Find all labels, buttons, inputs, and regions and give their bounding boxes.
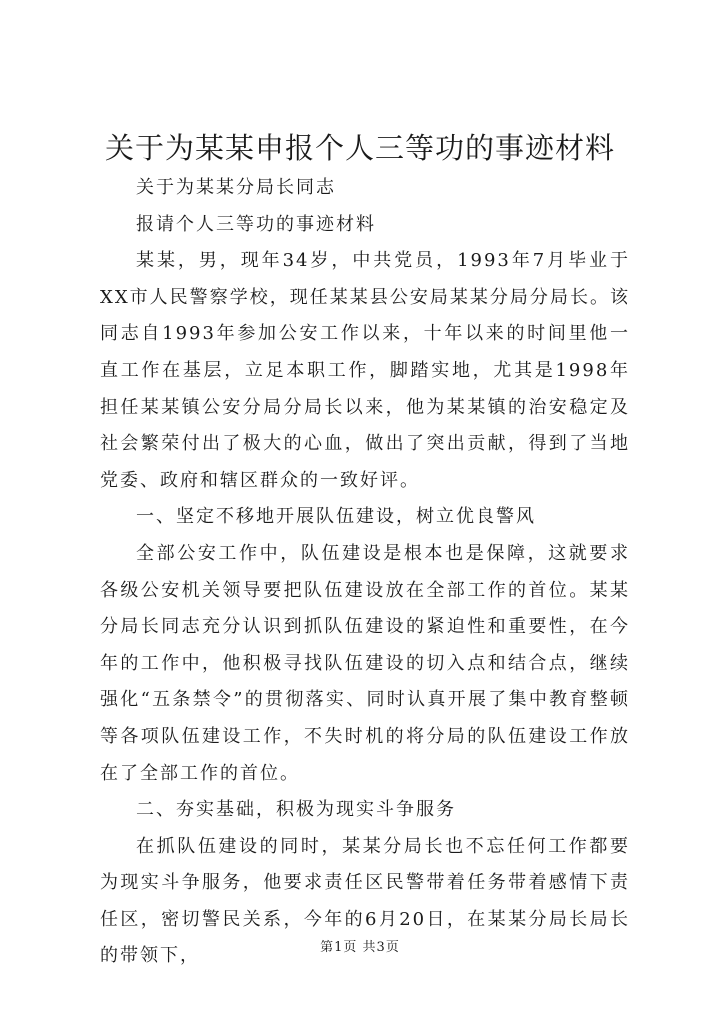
- intro-paragraph: 某某，男，现年34岁，中共党员，1993年7月毕业于XX市人民警察学校，现任某某县公安局某某分局分局长。该同志自1993年参加公安工作以来，十年以来的时间里他一直工作在基层，立足本职工作，脚踏实地，尤其是1998年担任某某镇公安分局分局长以来，他为某某镇的治安稳定及社会繁荣付出了极大的心血，做出了突出贡献，得到了当地党委、政府和辖区群众的一致好评。: [100, 250, 630, 491]
- section-2-paragraph: 在抓队伍建设的同时，某某分局长也不忘任何工作都要为现实斗争服务，他要求责任区民警带着任务带着感情下责任区，密切警民关系，今年的6月20日，在某某分局长局长的带领下，: [100, 835, 630, 967]
- document-title: 关于为某某申报个人三等功的事迹材料: [104, 131, 615, 165]
- section-heading-1: 一、坚定不移地开展队伍建设，树立优良警风: [136, 506, 536, 528]
- page-number-footer: 第1页 共3页: [320, 940, 400, 955]
- subtitle-line-1: 关于为某某分局长同志: [136, 177, 336, 198]
- section-heading-2: 二、夯实基础，积极为现实斗争服务: [136, 799, 456, 821]
- subtitle-line-2: 报请个人三等功的事迹材料: [136, 213, 376, 235]
- section-1-paragraph: 全部公安工作中，队伍建设是根本也是保障，这就要求各级公安机关领导要把队伍建设放在全部工作的首位。某某分局长同志充分认识到抓队伍建设的紧迫性和重要性，在今年的工作中，他积极寻找队伍建设的切入点和结合点，继续强化“五条禁令”的贯彻落实、同时认真开展了集中教育整顿等各项队伍建设工作，不失时机的将分局的队伍建设工作放在了全部工作的首位。: [100, 542, 630, 784]
- document-body: [100, 170, 630, 975]
